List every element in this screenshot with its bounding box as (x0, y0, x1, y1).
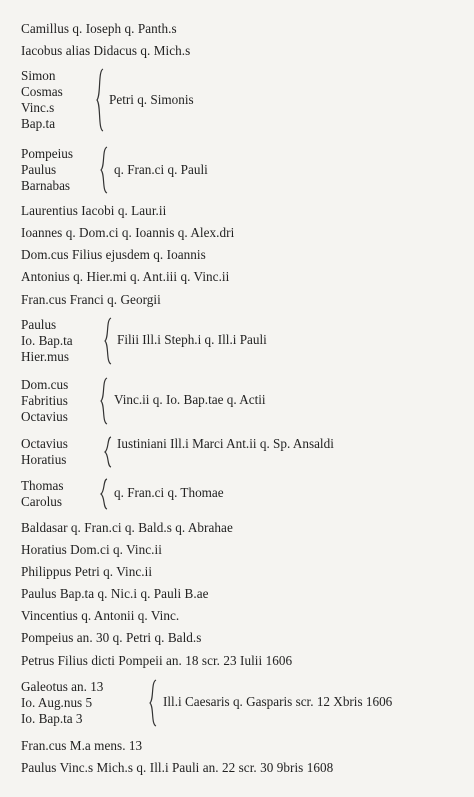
group-name: Thomas (21, 478, 64, 493)
text-line: Paulus Vinc.s Mich.s q. Ill.i Pauli an. 22 scr. 30 9bris 1608 (21, 760, 334, 775)
group-name: Paulus (21, 317, 57, 332)
curly-brace-icon (103, 317, 115, 365)
group-name: Carolus (21, 494, 63, 509)
group-description: Ill.i Caesaris q. Gasparis scr. 12 Xbris 1606 (163, 694, 393, 709)
text-line: Antonius q. Hier.mi q. Ant.iii q. Vinc.ii (21, 269, 230, 284)
group-name: Io. Bap.ta 3 (21, 711, 83, 726)
text-line: Ioannes q. Dom.ci q. Ioannis q. Alex.dri (21, 225, 235, 240)
curly-brace-icon (148, 679, 160, 727)
group-description: Vinc.ii q. Io. Bap.tae q. Actii (114, 392, 266, 407)
text-line: Camillus q. Ioseph q. Panth.s (21, 21, 177, 36)
group-description: q. Fran.ci q. Thomae (114, 485, 224, 500)
curly-brace-icon (99, 146, 111, 194)
group-name: Pompeius (21, 146, 74, 161)
group-description: Petri q. Simonis (109, 92, 194, 107)
group-names (21, 377, 68, 425)
curly-brace-icon (99, 377, 111, 425)
text-line: Baldasar q. Fran.ci q. Bald.s q. Abrahae (21, 520, 233, 535)
group-name: Bap.ta (21, 116, 56, 131)
curly-brace-icon (95, 68, 107, 132)
text-line: Dom.cus Filius ejusdem q. Ioannis (21, 247, 206, 262)
group-description: Filii Ill.i Steph.i q. Ill.i Pauli (117, 332, 267, 347)
text-line: Horatius Dom.ci q. Vinc.ii (21, 542, 162, 557)
text-line: Philippus Petri q. Vinc.ii (21, 564, 153, 579)
group-names (21, 679, 103, 727)
text-line: Paulus Bap.ta q. Nic.i q. Pauli B.ae (21, 586, 209, 601)
group-name: Io. Aug.nus 5 (21, 695, 93, 710)
group-name: Barnabas (21, 178, 71, 193)
text-line: Iacobus alias Didacus q. Mich.s (21, 43, 191, 58)
group-name: Vinc.s (21, 100, 55, 115)
group-names (21, 436, 68, 468)
group-name: Paulus (21, 162, 57, 177)
group-name: Io. Bap.ta (21, 333, 73, 348)
group-name: Dom.cus (21, 377, 69, 392)
group-names (21, 68, 63, 132)
group-description: Iustiniani Ill.i Marci Ant.ii q. Sp. Ansaldi (117, 436, 334, 451)
group-names (21, 146, 73, 194)
group-names (21, 478, 64, 510)
group-name: Galeotus an. 13 (21, 679, 104, 694)
group-name: Octavius (21, 409, 68, 424)
text-line: Pompeius an. 30 q. Petri q. Bald.s (21, 630, 202, 645)
text-line: Petrus Filius dicti Pompeii an. 18 scr. 23 Iulii 1606 (21, 653, 293, 668)
group-name: Cosmas (21, 84, 63, 99)
group-name: Fabritius (21, 393, 68, 408)
group-name: Octavius (21, 436, 68, 451)
curly-brace-icon (103, 436, 115, 468)
curly-brace-icon (99, 478, 111, 510)
text-line: Vincentius q. Antonii q. Vinc. (21, 608, 180, 623)
group-name: Simon (21, 68, 56, 83)
text-line: Laurentius Iacobi q. Laur.ii (21, 203, 167, 218)
text-line: Fran.cus M.a mens. 13 (21, 738, 143, 753)
group-description: q. Fran.ci q. Pauli (114, 162, 208, 177)
text-line: Fran.cus Franci q. Georgii (21, 292, 161, 307)
group-name: Horatius (21, 452, 67, 467)
group-names (21, 317, 73, 365)
group-name: Hier.mus (21, 349, 69, 364)
